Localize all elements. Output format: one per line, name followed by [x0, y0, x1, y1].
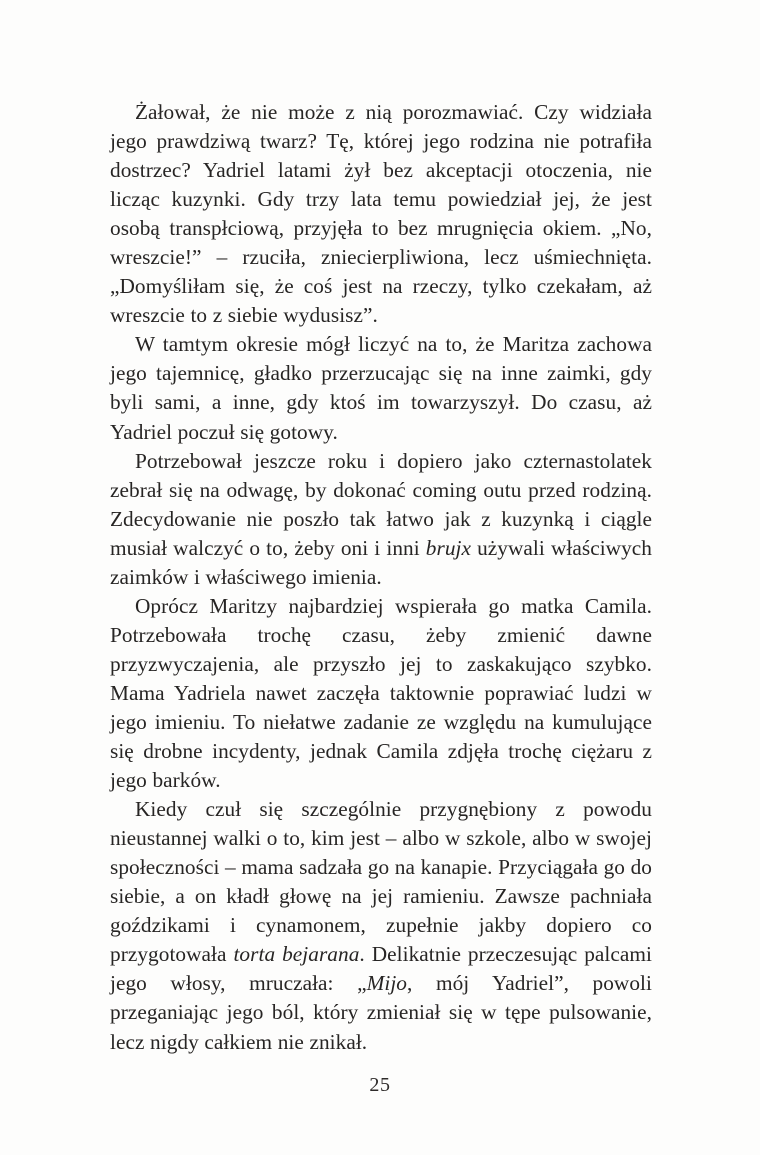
paragraph [110, 795, 652, 1056]
text-run: Potrzebował jeszcze roku i dopiero jako czternastolatek zebrał się na odwagę, by dokonać coming outu przed rodziną. Zdecydowanie nie poszło tak łatwo jak z kuzynką i ciągle musiał walczyć o to, żeby oni i inni [110, 448, 652, 560]
text-run: . Delikatnie przeczesując palcami jego włosy, mruczała: „ [110, 942, 652, 996]
text-run: , mój Yadriel”, powoli przeganiając jego ból, który zmieniał się w tępe pulsowanie, lecz nigdy całkiem nie znikał. [110, 971, 652, 1054]
text-run: Żałował, że nie może z nią porozmawiać. Czy widziała jego prawdziwą twarz? Tę, której jego rodzina nie potrafiła dostrzec? Yadriel latami żył bez akceptacji otoczenia, nie licząc kuzynki. Gdy trzy lata temu powiedział jej, że jest osobą transpłciową, przyjęła to bez mrugnięcia okiem. „No, wreszcie!” – rzuciła, zniecierpliwiona, lecz uśmiechnięta. „Domyśliłam się, że coś jest na rzeczy, tylko czekałam, aż wreszcie to z siebie wydusisz”. [110, 100, 652, 328]
paragraph [110, 330, 652, 446]
paragraph [110, 592, 652, 795]
italic-run: Mijo [366, 971, 408, 996]
text-run: W tamtym okresie mógł liczyć na to, że Maritza zachowa jego tajemnicę, gładko przerzucając się na inne zaimki, gdy byli sami, a inne, gdy ktoś im towarzyszył. Do czasu, aż Yadriel poczuł się gotowy. [110, 332, 652, 444]
paragraph [110, 98, 652, 330]
text-run: Kiedy czuł się szczególnie przygnębiony z powodu nieustannej walki o to, kim jest – albo w szkole, albo w swojej społeczności – mama sadzała go na kanapie. Przyciągała go do siebie, a on kładł głowę na jej ramieniu. Zawsze pachniała goździkami i cynamonem, zupełnie jakby dopiero co przygotowała [110, 797, 652, 967]
italic-run: brujx [425, 535, 471, 560]
text-run: Oprócz Maritzy najbardziej wspierała go matka Camila. Potrzebowała trochę czasu, żeby zmienić dawne przyzwyczajenia, ale przyszło jej to zaskakująco szybko. Mama Yadriela nawet zaczęła taktownie poprawiać ludzi w jego imieniu. To niełatwe zadanie ze względu na kumulujące się drobne incydenty, jednak Camila zdjęła trochę ciężaru z jego barków. [110, 593, 652, 793]
page-number: 25 [369, 1074, 391, 1096]
italic-run: torta bejarana [233, 942, 360, 967]
text-run: używali właściwych zaimków i właściwego imienia. [110, 535, 652, 589]
body-text-block [110, 98, 652, 1057]
paragraph [110, 447, 652, 592]
